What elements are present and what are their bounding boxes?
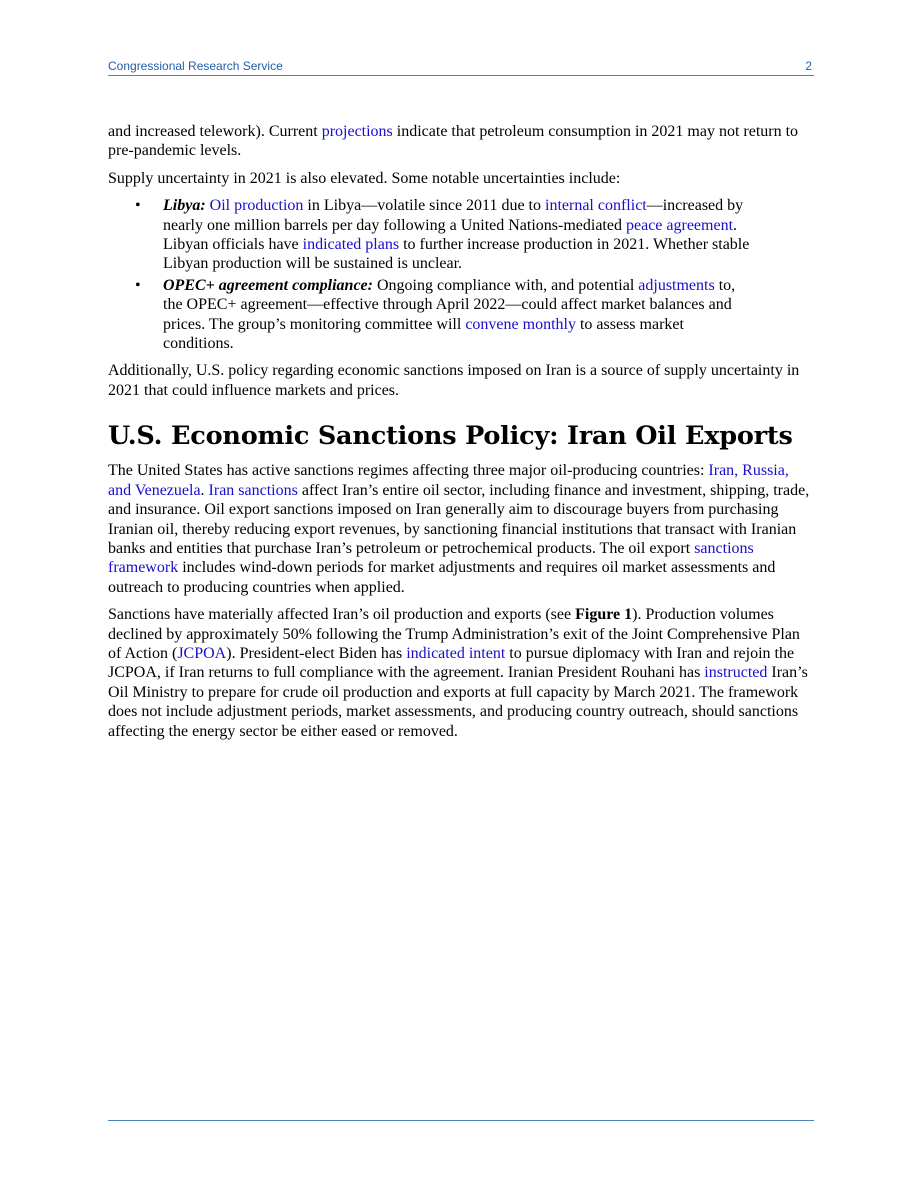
paragraph-sanctions-effects [108, 605, 810, 741]
bullet-lead-libya: Libya: [163, 197, 206, 215]
text: —increased by nearly one million barrels per day following a United Nations-mediated [163, 197, 744, 234]
link-indicated-plans[interactable]: indicated plans [302, 236, 400, 254]
text: The United States has active sanctions regimes affecting three major oil-producing countries: [108, 462, 709, 480]
text: ). Production volumes declined by approximately 50% following the Trump Administration’s exit of the Joint Comprehensive Plan of Action ( [108, 606, 800, 662]
paragraph-iran-policy [108, 361, 810, 400]
text: Sanctions have materially affected Iran’s oil production and exports (see [108, 606, 576, 624]
figure-reference: Figure 1 [575, 606, 633, 624]
bullet-dot: • [135, 276, 141, 294]
list-item-libya [108, 196, 753, 274]
text: to pursue diplomacy with Iran and rejoin the JCPOA, if Iran returns to full compliance with the agreement. Iranian President Rouhani has [108, 644, 795, 682]
header-org-name: Congressional Research Service [108, 59, 283, 73]
text: includes wind-down periods for market adjustments and requires oil market assessments and outreach to producing countries when applied. [108, 559, 776, 596]
bullet-dot: • [135, 197, 141, 215]
document-body [108, 122, 810, 749]
link-sanctions-framework[interactable]: sanctions framework [108, 539, 754, 577]
text: . [200, 481, 209, 499]
text: in Libya—volatile since 2011 due to [303, 197, 545, 215]
link-oil-production[interactable]: Oil production [209, 197, 304, 215]
page-number: 2 [805, 59, 812, 73]
text: Ongoing compliance with, and potential [372, 276, 639, 294]
text: indicate that petroleum consumption in 2021 may not return to pre-pandemic levels. [108, 123, 799, 160]
text: affect Iran’s entire oil sector, including finance and investment, shipping, trade, and insurance. Oil export sanctions imposed on Iran generally aim to discourage buyers from purchasing Iranian oil, thereby reducing export revenues, by sanctioning financial institutions that transact with Iranian banks and entities that purchase Iran’s petroleum or petrochemical products. The oil export [108, 481, 810, 557]
running-header [108, 58, 814, 76]
bullet-lead-opec: OPEC+ agreement compliance: [163, 276, 373, 294]
link-adjustments[interactable]: adjustments [638, 276, 715, 294]
section-heading: U.S. Economic Sanctions Policy: Iran Oil Exports [108, 421, 793, 452]
paragraph-supply-uncertainty [108, 169, 810, 188]
text: Additionally, U.S. policy regarding economic sanctions imposed on Iran is a source of supply uncertainty in 2021 that could influence markets and prices. [108, 362, 800, 399]
paragraph-consumption [108, 122, 810, 161]
text: Supply uncertainty in 2021 is also elevated. Some notable uncertainties include: [108, 169, 621, 187]
link-convene-monthly[interactable]: convene monthly [465, 315, 576, 333]
footer-rule [108, 1120, 814, 1121]
text: to assess market conditions. [163, 315, 684, 353]
link-iran-russia-venezuela[interactable]: Iran, Russia, and Venezuela [108, 462, 789, 499]
text: to, the OPEC+ agreement—effective through April 2022—could affect market balances and prices. The group’s monitoring committee will [163, 276, 736, 333]
link-projections[interactable]: projections [321, 123, 393, 140]
link-jcpoa[interactable]: JCPOA [177, 644, 227, 662]
text: . Libyan officials have [163, 216, 738, 254]
paragraph-sanctions-regimes [108, 461, 810, 597]
link-internal-conflict[interactable]: internal conflict [545, 197, 647, 215]
text: to further increase production in 2021. Whether stable Libyan production will be sustained is unclear. [163, 236, 750, 273]
text: ). President-elect Biden has [226, 644, 407, 662]
link-instructed[interactable]: instructed [704, 664, 768, 682]
text: Iran’s Oil Ministry to prepare for crude oil production and exports at full capacity by March 2021. The framework does not include adjustment periods, market assessments, and producing country outreach, should sanctions affecting the energy sector be either eased or removed. [108, 664, 808, 740]
link-iran-sanctions[interactable]: Iran sanctions [208, 481, 298, 499]
link-peace-agreement[interactable]: peace agreement [625, 216, 734, 234]
list-item-opec [108, 276, 753, 354]
text: and increased telework). Current [108, 123, 322, 140]
link-indicated-intent[interactable]: indicated intent [406, 644, 506, 662]
uncertainty-list [108, 196, 810, 353]
